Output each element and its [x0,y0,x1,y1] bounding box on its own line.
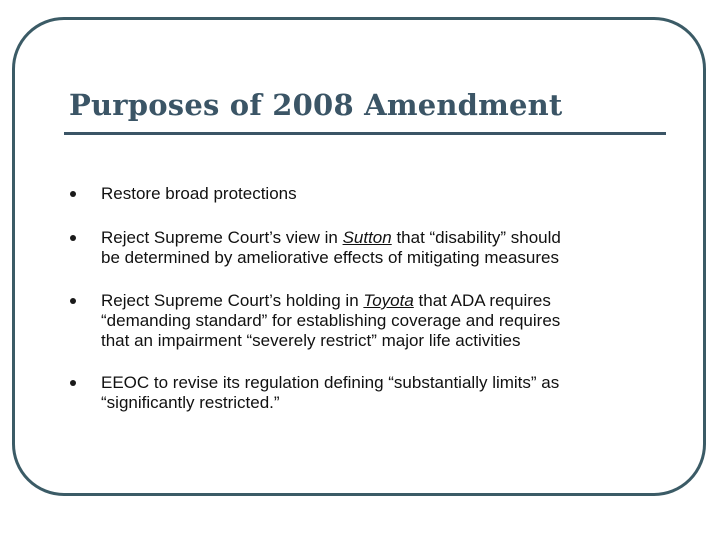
bullet-dot-icon [70,235,76,241]
bullet-dot-icon [70,191,76,197]
bullet-text-pre: Reject Supreme Court’s view in [101,228,343,247]
bullet-text-post: that ADA requires “demanding standard” for establishing coverage and requires that an impairment “severely restrict” major life activities [101,291,561,350]
bullet-text: EEOC to revise its regulation defining “substantially limits” as “significantly restricted.” [101,373,560,412]
bullet-text-post: that “disability” should be determined by ameliorative effects of mitigating measures [101,228,561,267]
case-name-toyota: Toyota [363,291,414,310]
slide-title: Purposes of 2008 Amendment [69,88,563,122]
title-divider [64,132,666,135]
bullet-dot-icon [70,298,76,304]
bullet-text [101,291,676,351]
case-name-sutton: Sutton [342,228,392,247]
bullet-text [101,228,676,268]
bullet-text: Restore broad protections [101,184,297,203]
bullet-text-pre: Reject Supreme Court’s holding in [101,291,364,310]
bullet-dot-icon [70,380,76,386]
